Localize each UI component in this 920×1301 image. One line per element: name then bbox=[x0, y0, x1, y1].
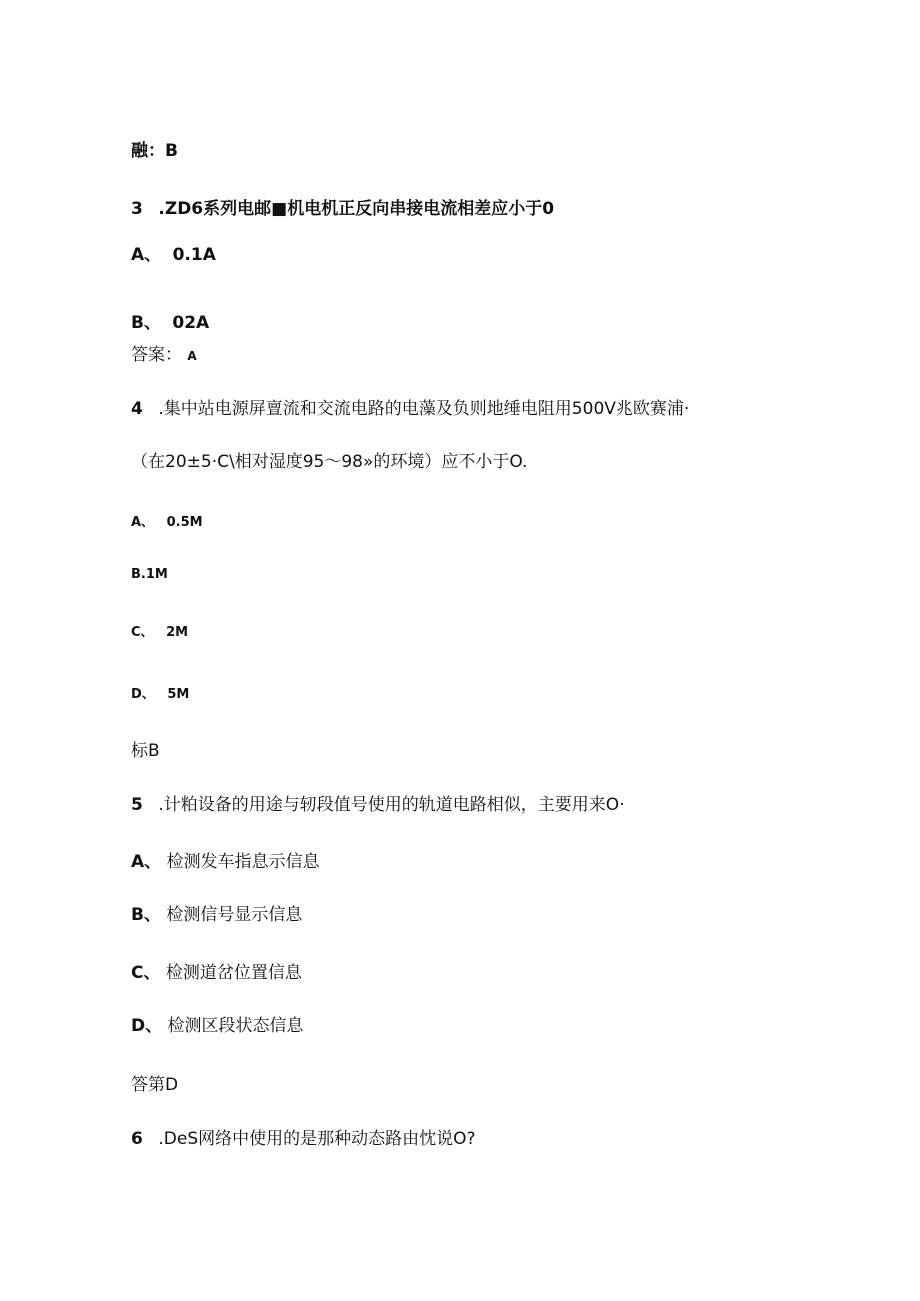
question-6 bbox=[131, 1131, 476, 1148]
option-label: B、 bbox=[131, 313, 161, 333]
question-number: 6 bbox=[131, 1129, 143, 1149]
option-label: A、 bbox=[131, 852, 162, 872]
q3-option-a bbox=[131, 247, 216, 264]
q4-option-d bbox=[131, 688, 189, 701]
q5-option-c bbox=[131, 965, 302, 982]
option-label: C、 bbox=[131, 625, 154, 640]
q5-option-d bbox=[131, 1018, 304, 1035]
option-text: 5M bbox=[167, 687, 190, 702]
question-4 bbox=[131, 401, 689, 418]
option-text: B.1M bbox=[131, 567, 168, 582]
option-label: C、 bbox=[131, 963, 161, 983]
q5-option-a bbox=[131, 854, 320, 871]
answer-line-q3 bbox=[131, 347, 197, 364]
answer-text: 融：B bbox=[131, 141, 178, 161]
question-text: .DeS网络中使用的是那种动态路由忱说O? bbox=[158, 1129, 476, 1149]
question-4-continued bbox=[131, 454, 527, 471]
q5-option-b bbox=[131, 907, 302, 924]
option-text: 检测道岔位置信息 bbox=[165, 963, 302, 983]
question-number: 5 bbox=[131, 795, 143, 815]
q3-option-b bbox=[131, 315, 209, 332]
q4-option-a bbox=[131, 516, 203, 529]
q4-option-c bbox=[131, 626, 188, 639]
question-text: .ZD6系列电邮■机电机正反向串接电流相差应小于0 bbox=[158, 199, 555, 219]
answer-text: 答第D bbox=[131, 1075, 179, 1095]
option-text: 检测信号显示信息 bbox=[166, 905, 303, 925]
option-text: 02A bbox=[172, 313, 210, 333]
question-text: .集中站电源屏亶流和交流电路的电藻及负则地缍电阻用500V兆欧赛浦· bbox=[158, 399, 690, 419]
q4-option-b bbox=[131, 568, 168, 581]
question-text: .计粕设备的用途与轫段值号使用的轨道电路相似，主要用来O· bbox=[158, 795, 625, 815]
option-label: A、 bbox=[131, 245, 162, 265]
answer-line-q2 bbox=[131, 143, 178, 160]
answer-text: A bbox=[187, 349, 197, 363]
question-5 bbox=[131, 797, 625, 814]
option-label: D、 bbox=[131, 687, 155, 702]
question-number: 4 bbox=[131, 399, 143, 419]
answer-line-q5 bbox=[131, 1077, 178, 1094]
option-label: A、 bbox=[131, 515, 155, 530]
option-text: 2M bbox=[166, 625, 189, 640]
answer-text: 标B bbox=[131, 741, 160, 761]
option-text: 0.1A bbox=[172, 245, 216, 265]
answer-label: 答案： bbox=[131, 345, 182, 365]
option-label: B、 bbox=[131, 905, 161, 925]
question-number: 3 bbox=[131, 199, 143, 219]
option-label: D、 bbox=[131, 1016, 163, 1036]
option-text: 检测区段状态信息 bbox=[167, 1016, 304, 1036]
option-text: 检测发车指息示信息 bbox=[166, 852, 320, 872]
question-text: （在20±5·C\相对湿度95〜98»的环境）应不小于O. bbox=[131, 452, 528, 472]
question-3 bbox=[131, 201, 554, 218]
answer-line-q4 bbox=[131, 743, 160, 760]
option-text: 0.5M bbox=[166, 515, 203, 530]
